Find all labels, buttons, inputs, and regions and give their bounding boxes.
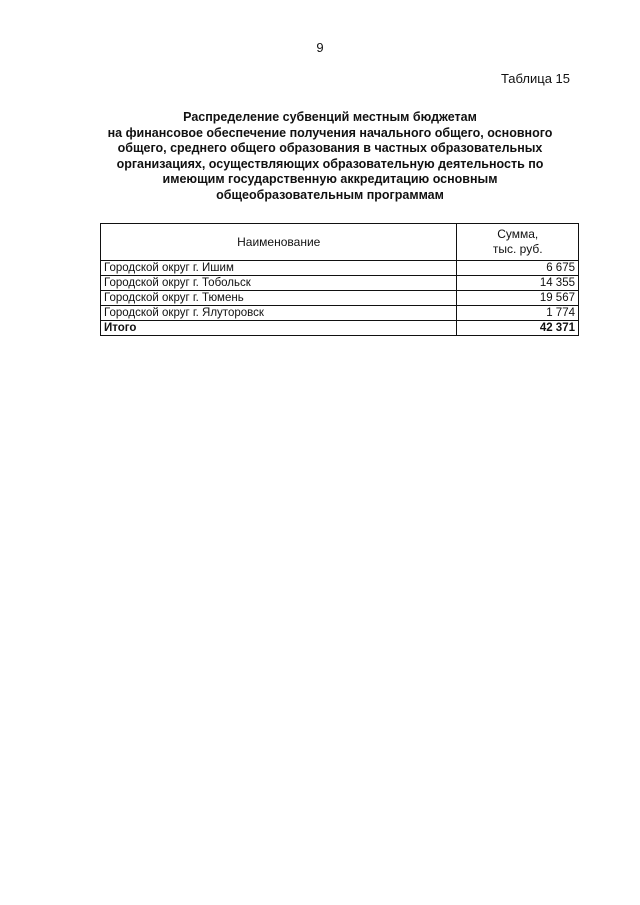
table-label: Таблица 15 [500,71,570,86]
row-sum: 19 567 [457,291,579,306]
page-number: 9 [316,40,324,55]
total-row [101,321,579,336]
header-sum-line2: тыс. руб. [492,242,543,256]
row-name: Городской округ г. Тобольск [101,276,457,291]
header-sum-line1: Сумма, [497,227,539,241]
subvention-table [100,223,579,336]
title-line: Распределение субвенций местным бюджетам [183,110,477,124]
header-name: Наименование [101,224,457,261]
total-sum: 42 371 [457,321,579,336]
row-name: Городской округ г. Ишим [101,261,457,276]
row-name: Городской округ г. Ялуторовск [101,306,457,321]
header-sum [457,224,579,261]
table-row [101,261,579,276]
table-row [101,306,579,321]
title-line: имеющим государственную аккредитацию основным [162,172,498,186]
row-name: Городской округ г. Тюмень [101,291,457,306]
total-label: Итого [101,321,457,336]
row-sum: 6 675 [457,261,579,276]
title-line: организациях, осуществляющих образовательную деятельность по [116,156,544,171]
table-row [101,291,579,306]
title-line: на финансовое обеспечение получения начального общего, основного [107,125,553,140]
table-header-row [101,224,579,261]
row-sum: 14 355 [457,276,579,291]
table-row [101,276,579,291]
title-line: общего, среднего общего образования в частных образовательных [117,141,543,155]
table-title [90,110,570,203]
title-line: общеобразовательным программам [216,187,444,202]
row-sum: 1 774 [457,306,579,321]
